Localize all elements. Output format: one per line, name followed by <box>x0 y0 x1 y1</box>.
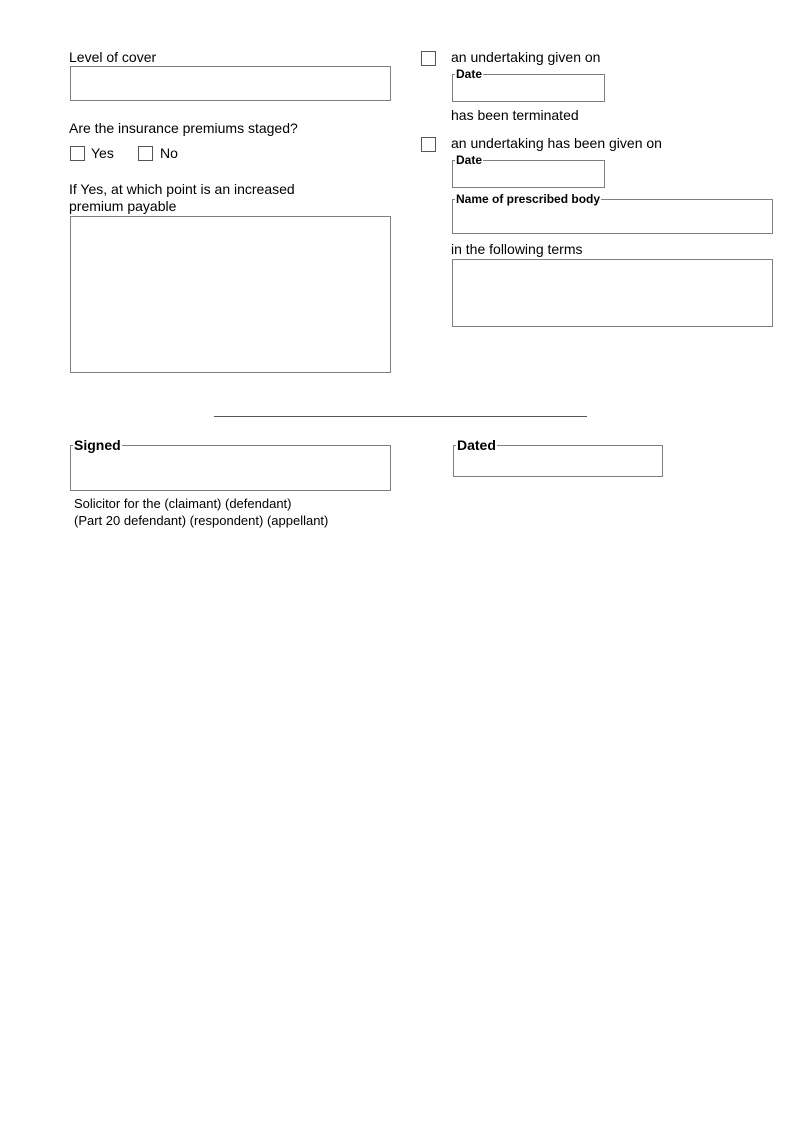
date-legend: Date <box>456 67 483 81</box>
premiums-staged-question: Are the insurance premiums staged? <box>69 120 298 136</box>
no-label: No <box>160 145 178 161</box>
prescribed-body-legend: Name of prescribed body <box>456 192 601 206</box>
increased-premium-label-line2: premium payable <box>69 198 177 214</box>
undertaking-given-on-label: an undertaking given on <box>451 49 601 65</box>
undertaking-terminated-checkbox[interactable] <box>421 51 436 66</box>
yes-label: Yes <box>91 145 114 161</box>
undertaking-given-checkbox[interactable] <box>421 137 436 152</box>
increased-premium-label-line1: If Yes, at which point is an increased <box>69 181 295 197</box>
date-legend: Date <box>456 153 483 167</box>
increased-premium-field[interactable] <box>70 216 391 373</box>
following-terms-field[interactable] <box>452 259 773 327</box>
dated-field[interactable] <box>453 437 663 477</box>
terminated-date-field[interactable] <box>452 67 605 102</box>
level-of-cover-label: Level of cover <box>69 49 157 65</box>
section-divider <box>214 416 587 417</box>
following-terms-label: in the following terms <box>451 241 583 257</box>
yes-checkbox[interactable] <box>70 146 85 161</box>
signed-legend: Signed <box>74 437 121 453</box>
no-checkbox[interactable] <box>138 146 153 161</box>
prescribed-body-field[interactable] <box>452 192 773 234</box>
undertaking-has-been-given-label: an undertaking has been given on <box>451 135 662 151</box>
has-been-terminated-label: has been terminated <box>451 107 579 123</box>
signed-field[interactable] <box>70 437 391 491</box>
level-of-cover-field[interactable] <box>70 66 391 101</box>
solicitor-for-line2: (Part 20 defendant) (respondent) (appellant) <box>74 513 329 528</box>
dated-legend: Dated <box>457 437 496 453</box>
given-date-field[interactable] <box>452 153 605 188</box>
solicitor-for-line1: Solicitor for the (claimant) (defendant) <box>74 496 292 511</box>
